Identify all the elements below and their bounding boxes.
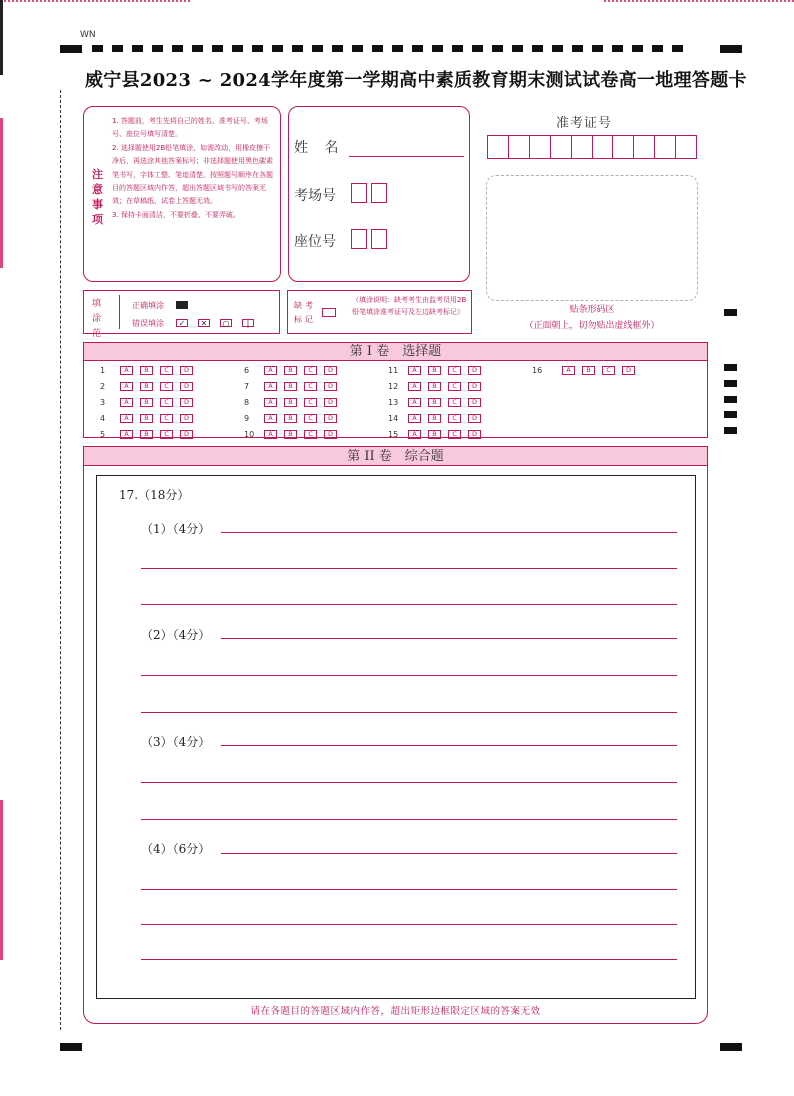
- question-number: 5: [100, 429, 106, 439]
- answer-line[interactable]: [141, 604, 677, 605]
- answer-line[interactable]: [141, 819, 677, 820]
- question-number: 9: [244, 413, 250, 423]
- section-1-title: 第 I 卷 选择题: [84, 343, 707, 361]
- option-bubble-a[interactable]: A: [264, 398, 277, 407]
- answer-line[interactable]: [141, 924, 677, 925]
- option-bubble-a[interactable]: A: [120, 398, 133, 407]
- notes-item-1: 1. 答题前，考生先将自己的姓名、准考证号、考场号、座位号填写清楚。: [112, 117, 268, 139]
- choice-question-row: [100, 364, 200, 376]
- option-bubble-d[interactable]: D: [468, 366, 481, 375]
- timing-mark-right-2: [724, 380, 737, 387]
- choice-question-row: [100, 380, 200, 392]
- option-bubble-c[interactable]: C: [304, 414, 317, 423]
- timing-marks-top: [92, 45, 692, 52]
- fill-guide-label: 填涂范: [92, 299, 106, 339]
- wrong-fill-label: 错误填涂: [132, 319, 164, 328]
- wrong-fill-circle-icon: ○: [220, 319, 232, 327]
- answer-line[interactable]: [141, 782, 677, 783]
- choice-question-row: [532, 364, 642, 376]
- question-number: 14: [388, 413, 399, 423]
- correct-fill-label: 正确填涂: [132, 301, 164, 310]
- top-dotted-edge-right: [604, 0, 794, 2]
- choice-question-row: [388, 396, 488, 408]
- answer-box-17[interactable]: [96, 475, 696, 999]
- answer-line[interactable]: [141, 712, 677, 713]
- absent-note: （填涂说明：缺考考生由监考员用2B铅笔填涂准考证号及左边缺考标记）: [352, 296, 467, 316]
- timing-mark-right-0: [724, 309, 737, 316]
- exam-digit[interactable]: [676, 135, 697, 159]
- fill-guide-divider: [119, 295, 120, 329]
- part-3-label: （3）（4分）: [141, 735, 211, 749]
- correct-fill-sample: [176, 301, 188, 309]
- corner-code: WN: [80, 30, 96, 40]
- option-bubble-b[interactable]: B: [284, 366, 297, 375]
- option-bubble-a[interactable]: A: [408, 382, 421, 391]
- question-number: 13: [388, 397, 399, 407]
- exam-number-label: 准考证号: [556, 116, 613, 131]
- section-1-choice: [83, 342, 708, 438]
- option-bubble-a[interactable]: A: [264, 414, 277, 423]
- absent-mark-box: [287, 290, 472, 334]
- choice-question-row: [244, 364, 344, 376]
- option-bubble-a[interactable]: A: [120, 366, 133, 375]
- top-dotted-edge-left: [0, 0, 190, 2]
- notes-label: 注意事项: [92, 168, 103, 226]
- seat-digit-2[interactable]: [371, 229, 387, 249]
- option-bubble-d[interactable]: D: [180, 382, 193, 391]
- binding-line: [60, 90, 61, 1030]
- exam-digit[interactable]: [572, 135, 593, 159]
- question-number: 12: [388, 381, 399, 391]
- choice-question-row: [388, 380, 488, 392]
- question-17-title: 17.（18分）: [119, 488, 190, 502]
- timing-mark-right-5: [724, 427, 737, 434]
- answer-line[interactable]: [141, 675, 677, 676]
- section-2-footer: 请在各题目的答题区域内作答，超出矩形边框限定区域的答案无效: [250, 1006, 541, 1017]
- exam-digit[interactable]: [634, 135, 655, 159]
- option-bubble-c[interactable]: C: [160, 366, 173, 375]
- option-bubble-b[interactable]: B: [140, 398, 153, 407]
- notes-item-3: 3. 保持卡面清洁，不要折叠、不要弄破。: [112, 210, 240, 219]
- option-bubble-b[interactable]: B: [140, 382, 153, 391]
- option-bubble-d[interactable]: D: [622, 366, 635, 375]
- option-bubble-d[interactable]: D: [468, 414, 481, 423]
- absent-label: 缺考标记: [294, 301, 316, 324]
- question-number: 4: [100, 413, 106, 423]
- edge-bar-pink-2: [0, 800, 3, 960]
- option-bubble-c[interactable]: C: [304, 398, 317, 407]
- option-bubble-d[interactable]: D: [324, 382, 337, 391]
- answer-line[interactable]: [141, 889, 677, 890]
- option-bubble-d[interactable]: D: [468, 382, 481, 391]
- option-bubble-b[interactable]: B: [284, 382, 297, 391]
- option-bubble-c[interactable]: C: [160, 414, 173, 423]
- option-bubble-c[interactable]: C: [160, 382, 173, 391]
- option-bubble-a[interactable]: A: [408, 430, 421, 439]
- option-bubble-a[interactable]: A: [562, 366, 575, 375]
- exam-number-grid[interactable]: [487, 135, 697, 159]
- barcode-area: [486, 175, 698, 301]
- option-bubble-b[interactable]: B: [428, 382, 441, 391]
- option-bubble-b[interactable]: B: [140, 414, 153, 423]
- notes-text: [112, 115, 277, 222]
- option-bubble-c[interactable]: C: [160, 398, 173, 407]
- section-2-comprehensive: [83, 446, 708, 1024]
- option-bubble-a[interactable]: A: [264, 366, 277, 375]
- answer-line[interactable]: [221, 853, 677, 854]
- option-bubble-d[interactable]: D: [324, 430, 337, 439]
- seat-digit-1[interactable]: [351, 229, 367, 249]
- option-bubble-c[interactable]: C: [448, 430, 461, 439]
- notes-box: [83, 106, 281, 282]
- choice-question-row: [244, 380, 344, 392]
- part-2-label: （2）（4分）: [141, 628, 211, 642]
- option-bubble-d[interactable]: D: [324, 414, 337, 423]
- question-number: 7: [244, 381, 250, 391]
- question-number: 2: [100, 381, 106, 391]
- question-number: 10: [244, 429, 255, 439]
- option-bubble-b[interactable]: B: [284, 414, 297, 423]
- option-bubble-b[interactable]: B: [428, 414, 441, 423]
- option-bubble-a[interactable]: A: [408, 414, 421, 423]
- wrong-fill-cross-icon: ✕: [198, 319, 210, 327]
- option-bubble-d[interactable]: D: [180, 366, 193, 375]
- exam-digit[interactable]: [613, 135, 634, 159]
- option-bubble-c[interactable]: C: [304, 430, 317, 439]
- option-bubble-b[interactable]: B: [284, 430, 297, 439]
- choice-question-row: [244, 396, 344, 408]
- option-bubble-b[interactable]: B: [140, 430, 153, 439]
- question-number: 16: [532, 365, 543, 375]
- question-number: 11: [388, 365, 399, 375]
- option-bubble-d[interactable]: D: [468, 430, 481, 439]
- part-1-label: （1）（4分）: [141, 522, 211, 536]
- option-bubble-a[interactable]: A: [408, 366, 421, 375]
- edge-bar-top: [0, 0, 3, 75]
- option-bubble-c[interactable]: C: [448, 382, 461, 391]
- question-number: 1: [100, 365, 106, 375]
- question-number: 8: [244, 397, 250, 407]
- anchor-mark-tr: [720, 45, 742, 53]
- choice-question-row: [388, 364, 488, 376]
- option-bubble-c[interactable]: C: [160, 430, 173, 439]
- option-bubble-d[interactable]: D: [324, 398, 337, 407]
- choice-question-row: [100, 412, 200, 424]
- room-digit-1[interactable]: [351, 183, 367, 203]
- seat-label: 座位号: [294, 234, 336, 250]
- student-info-box: [288, 106, 470, 282]
- page-title: 威宁县2023 ~ 2024学年度第一学期高中素质教育期末测试试卷高一地理答题卡: [85, 70, 747, 91]
- question-number: 6: [244, 365, 250, 375]
- exam-digit[interactable]: [530, 135, 551, 159]
- anchor-mark-br: [720, 1043, 742, 1051]
- exam-digit[interactable]: [551, 135, 572, 159]
- answer-line[interactable]: [141, 959, 677, 960]
- option-bubble-b[interactable]: B: [284, 398, 297, 407]
- exam-digit[interactable]: [487, 135, 509, 159]
- fill-guide-box: [83, 290, 280, 339]
- choice-question-row: [244, 428, 344, 440]
- option-bubble-c[interactable]: C: [304, 382, 317, 391]
- option-bubble-c[interactable]: C: [304, 366, 317, 375]
- option-bubble-d[interactable]: D: [324, 366, 337, 375]
- absent-checkbox[interactable]: [322, 308, 336, 317]
- notes-item-2: 2. 选择题使用2B铅笔填涂，如需改动，用橡皮擦干净后，再选涂其他答案标号；非选择题使用黑色碳素笔书写，字体工整、笔迹清楚。按照题号顺序在各题目的答题区域内作答，超出答题区域书写的答案无效；在草稿纸、试卷上答题无效。: [112, 143, 273, 206]
- barcode-label: 贴条形码区: [569, 305, 615, 315]
- exam-digit[interactable]: [593, 135, 614, 159]
- answer-line[interactable]: [221, 532, 677, 533]
- choice-question-row: [100, 428, 200, 440]
- timing-mark-right-1: [724, 364, 737, 371]
- name-field[interactable]: [349, 141, 464, 157]
- option-bubble-a[interactable]: A: [120, 382, 133, 391]
- choice-question-row: [388, 428, 488, 440]
- exam-digit[interactable]: [655, 135, 676, 159]
- option-bubble-d[interactable]: D: [468, 398, 481, 407]
- option-bubble-a[interactable]: A: [264, 382, 277, 391]
- option-bubble-b[interactable]: B: [428, 430, 441, 439]
- answer-line[interactable]: [221, 745, 677, 746]
- exam-digit[interactable]: [509, 135, 530, 159]
- option-bubble-b[interactable]: B: [428, 366, 441, 375]
- option-bubble-b[interactable]: B: [428, 398, 441, 407]
- option-bubble-b[interactable]: B: [140, 366, 153, 375]
- option-bubble-d[interactable]: D: [180, 430, 193, 439]
- option-bubble-c[interactable]: C: [448, 366, 461, 375]
- choice-question-row: [244, 412, 344, 424]
- choice-question-row: [388, 412, 488, 424]
- room-label: 考场号: [294, 188, 336, 204]
- option-bubble-b[interactable]: B: [582, 366, 595, 375]
- option-bubble-d[interactable]: D: [180, 414, 193, 423]
- anchor-mark-tl: [60, 45, 82, 53]
- option-bubble-c[interactable]: C: [448, 398, 461, 407]
- barcode-note: （正面朝上，切勿贴出虚线框外）: [524, 321, 660, 331]
- timing-mark-right-3: [724, 396, 737, 403]
- option-bubble-a[interactable]: A: [120, 414, 133, 423]
- question-number: 3: [100, 397, 106, 407]
- option-bubble-a[interactable]: A: [264, 430, 277, 439]
- edge-bar-pink-1: [0, 118, 3, 268]
- room-digit-2[interactable]: [371, 183, 387, 203]
- question-number: 15: [388, 429, 399, 439]
- option-bubble-d[interactable]: D: [180, 398, 193, 407]
- answer-line[interactable]: [221, 638, 677, 639]
- option-bubble-c[interactable]: C: [448, 414, 461, 423]
- choice-question-row: [100, 396, 200, 408]
- part-4-label: （4）（6分）: [141, 842, 211, 856]
- option-bubble-a[interactable]: A: [408, 398, 421, 407]
- option-bubble-a[interactable]: A: [120, 430, 133, 439]
- anchor-mark-bl: [60, 1043, 82, 1051]
- wrong-fill-bar-icon: |: [242, 319, 254, 327]
- name-label: 姓 名: [294, 140, 345, 156]
- section-2-title: 第 II 卷 综合题: [84, 447, 707, 466]
- timing-mark-right-4: [724, 411, 737, 418]
- option-bubble-c[interactable]: C: [602, 366, 615, 375]
- wrong-fill-check-icon: ✓: [176, 319, 188, 327]
- answer-line[interactable]: [141, 568, 677, 569]
